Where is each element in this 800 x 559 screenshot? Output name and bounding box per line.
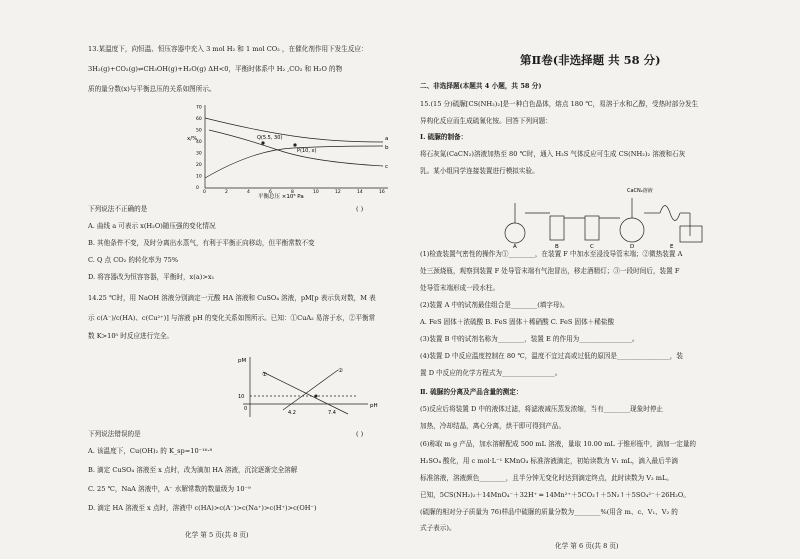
right-page	[420, 0, 720, 559]
q13-ytick-70: 70	[196, 105, 202, 111]
q14-stem-line2: 示 c(A⁻)/c(HA)、c(Cu²⁺)] 与溶液 pH 的变化关系如图所示。已知：①CuA₂ 易溶于水，②平衡常	[88, 314, 376, 322]
q13-option-b: B. 其他条件不变，及时分离出水蒸气，有利于平衡正向移动，但平衡常数不变	[88, 239, 315, 247]
q13-ytick-10: 10	[196, 174, 202, 180]
q14-ylabel: pM	[238, 358, 247, 364]
q13-ytick-40: 40	[196, 140, 202, 145]
tube-e	[660, 206, 680, 221]
q13-option-d: D. 将容器改为恒容容器，平衡时，x(a)>x₁	[88, 273, 215, 281]
apparatus-letter-D: D	[630, 244, 635, 248]
q13-stem-line3: 质的量分数(x)与平衡总压的关系如图所示。	[88, 85, 216, 93]
q15-s4-line2: 置 D 中反应的化学方程式为________________。	[420, 369, 562, 377]
q14-curve1-label: ①	[262, 372, 267, 378]
q15-s2-options: A. FeS 固体＋浓硫酸 B. FeS 固体＋稀硝酸 C. FeS 固体＋稀盐酸	[420, 318, 615, 326]
q15-stem-line3: 将石灰氮(CaCN₂)溶液加热至 80 ℃时，通入 H₂S 气体反应可生成 CS(NH₂)₂ 溶液和石灰	[420, 150, 686, 158]
apparatus-letters	[513, 244, 674, 248]
q14-x2-label: 7.4	[328, 410, 336, 416]
q13-xtick-4: 4	[247, 190, 250, 195]
left-page	[88, 0, 388, 559]
q15-s6-line6: 式子表示)。	[420, 524, 456, 532]
q13-ytick-50: 50	[196, 128, 202, 134]
q14-option-b: B. 滴定 CuSO₄ 溶液至 x 点时，改为滴加 HA 溶液，沉淀逐渐完全溶解	[88, 466, 298, 474]
q13-ytick-60: 60	[196, 117, 202, 122]
q14-line-1	[263, 372, 348, 414]
bottle-c	[585, 216, 599, 240]
q14-chart	[188, 352, 378, 422]
q14-curve2-label: ②	[338, 368, 343, 374]
q13-xtick-8: 8	[291, 190, 294, 195]
apparatus-letter-C: C	[590, 244, 594, 248]
q13-c-label: c	[385, 164, 389, 170]
q13-ytick-30: 30	[196, 151, 202, 157]
q13-answer-paren: ( )	[356, 205, 364, 213]
q13-stem-line2: 3H₂(g)+CO₂(g)⇌CH₃OH(g)+H₂O(g) ΔH<0，平衡时体系中 H₂ ,CO₂ 和 H₂O 的物	[88, 65, 343, 73]
q13-option-a: A. 曲线 a 可表示 x(H₂O)随压强的变化情况	[88, 222, 216, 230]
q15-s1-line3: 处导管末端形成一段水柱。	[420, 284, 500, 292]
q13-xlabel: 平衡总压 ×10⁵ Pa	[258, 194, 304, 200]
q13-xtick-0: 0	[203, 190, 206, 195]
q13-ytick-0: 0	[196, 186, 199, 191]
q13-ylabel: x/%	[187, 136, 198, 142]
q14-marker: 10	[238, 394, 245, 400]
q13-xtick-2: 2	[225, 190, 228, 195]
q15-stem-line2: 异构化反应而生成硫氰化铵。回答下列问题：	[420, 117, 552, 125]
q15-s5-line1: (5)反应后将装置 D 中的液体过滤，将滤液减压蒸发浓缩，当有________现象时停止	[420, 405, 664, 413]
q13-option-c: C. Q 点 CO₂ 的转化率为 75%	[88, 256, 179, 264]
q13-tick-labels	[196, 105, 385, 196]
q15-s1-line2: 处三颈烧瓶，观察到装置 F 处导管末端有气泡冒出，移走酒精灯；③一段时间后，装置 F	[420, 267, 680, 275]
q15-s5-line2: 加热，冷却结晶，离心分离，烘干即可得到产品。	[420, 422, 566, 430]
q13-chart	[183, 100, 393, 200]
flask-d	[620, 218, 644, 242]
beaker-f	[680, 226, 702, 242]
q14-stem-line3: 数 K>10⁵ 时反应进行完全。	[88, 332, 174, 340]
cacn2-label: CaCN₂溶液	[627, 188, 653, 194]
q15-s4-line1: (4)装置 D 中反应温度控制在 80 ℃，温度不宜过高或过低的原因是________________，装	[420, 352, 683, 360]
apparatus-diagram	[485, 178, 705, 248]
q14-xlabel: pH	[370, 403, 378, 409]
q15-s3: (3)装置 B 中的试剂名称为________，装置 E 的作用为________________。	[420, 335, 639, 343]
q13-xtick-14: 14	[357, 190, 363, 195]
q13-curve-a	[205, 118, 383, 142]
q14-point-x	[315, 395, 318, 398]
q14-option-c: C. 25 ℃，NaA 溶液中，A⁻ 水解常数的数量级为 10⁻⁹	[88, 485, 251, 493]
q14-origin: 0	[244, 406, 248, 412]
q15-stem-line1: 15.(15 分)硫脲[CS(NH₂)₂]是一种白色晶体，熔点 180 ℃，易溶于水和乙醇，受热时部分发生	[420, 100, 699, 108]
right-footer: 化学 第 6 页(共 8 页)	[555, 542, 619, 550]
bottle-b	[550, 216, 564, 240]
flask-a	[505, 223, 525, 243]
q13-xtick-10: 10	[313, 190, 319, 195]
q15-part1-heading: Ⅰ. 硫脲的制备：	[420, 133, 468, 141]
section-heading: 二、非选择题(本题共 4 小题，共 58 分)	[420, 82, 542, 90]
q15-stem-line4: 乳。某小组同学连接装置进行模拟实验。	[420, 167, 539, 175]
left-footer: 化学 第 5 页(共 8 页)	[185, 531, 249, 539]
q13-prompt-text: 下列说法不正确的是	[88, 205, 148, 213]
q13-point-q	[261, 141, 264, 144]
q14-option-d: D. 滴定 HA 溶液至 x 点时，溶液中 c(HA)>c(A⁻)>c(Na⁺)>c(H⁺)>c(OH⁻)	[88, 504, 317, 512]
q13-stem-line1: 13.某温度下，向恒温、恒压容器中充入 3 mol H₂ 和 1 mol CO₂ ，在催化剂作用下发生反应：	[88, 45, 368, 53]
q13-ytick-20: 20	[196, 163, 202, 168]
q15-s6-line5: (硫脲的相对分子质量为 76)样品中硫脲的质量分数为________%(用含 m、c、V₁、V₂ 的	[420, 508, 678, 516]
q14-option-a: A. 该温度下，Cu(OH)₂ 的 K_sp=10⁻¹⁶·⁸	[88, 447, 213, 455]
q15-s1-line1: (1)检查装置气密性的操作为①________，在装置 F 中加水至浸没导管末端；②微热装置 A	[420, 250, 683, 258]
q13-prompt	[88, 205, 388, 213]
q13-p-label: P(10, x)	[297, 148, 317, 154]
apparatus-letter-B: B	[555, 244, 559, 248]
q13-xtick-6: 6	[269, 190, 272, 195]
q13-q-label: Q(5.5, 30)	[257, 135, 283, 141]
q14-prompt	[88, 430, 388, 438]
q15-s6-line4: 已知，5CS(NH₂)₂＋14MnO₄⁻＋32H⁺ ═ 14Mn²⁺＋5CO₂↑＋5N₂↑＋5SO₄²⁻＋26H₂O。	[420, 491, 690, 499]
q15-s6-line3: 标准溶液，溶液颜色________，且半分钟无变化时达到滴定终点，此时读数为 V₂ mL。	[420, 474, 674, 482]
apparatus-letter-A: A	[513, 244, 517, 248]
q13-point-p	[293, 143, 296, 146]
q14-x1-label: 4.2	[288, 410, 296, 416]
q13-a-label: a	[385, 136, 389, 142]
q14-stem-line1: 14.25 ℃时，用 NaOH 溶液分别滴定一元酸 HA 溶液和 CuSO₄ 溶液，pM[p 表示负对数，M 表	[88, 294, 376, 302]
q15-s6-line2: H₂SO₄ 酸化，用 c mol·L⁻¹ KMnO₄ 标准溶液滴定，初始读数为 V₁ mL，滴入最后半滴	[420, 457, 678, 465]
q14-prompt-text: 下列说法错误的是	[88, 430, 141, 438]
q15-s6-line1: (6)称取 m g 产品，加水溶解配成 500 mL 溶液，量取 10.00 mL 于锥形瓶中，滴加一定量的	[420, 440, 697, 448]
q13-curve-b	[205, 146, 383, 178]
q13-b-label: b	[385, 145, 389, 151]
part2-title: 第Ⅱ卷(非选择题 共 58 分)	[520, 53, 661, 67]
q14-answer-paren: ( )	[356, 430, 364, 438]
apparatus-letter-E: E	[670, 244, 674, 248]
q15-part2-heading: Ⅱ. 硫脲的分离及产品含量的测定：	[420, 388, 523, 396]
q15-s2: (2)装置 A 中的试剂最佳组合是________(填字母)。	[420, 301, 569, 309]
q13-xtick-12: 12	[335, 190, 341, 195]
q13-xtick-16: 16	[379, 190, 385, 195]
